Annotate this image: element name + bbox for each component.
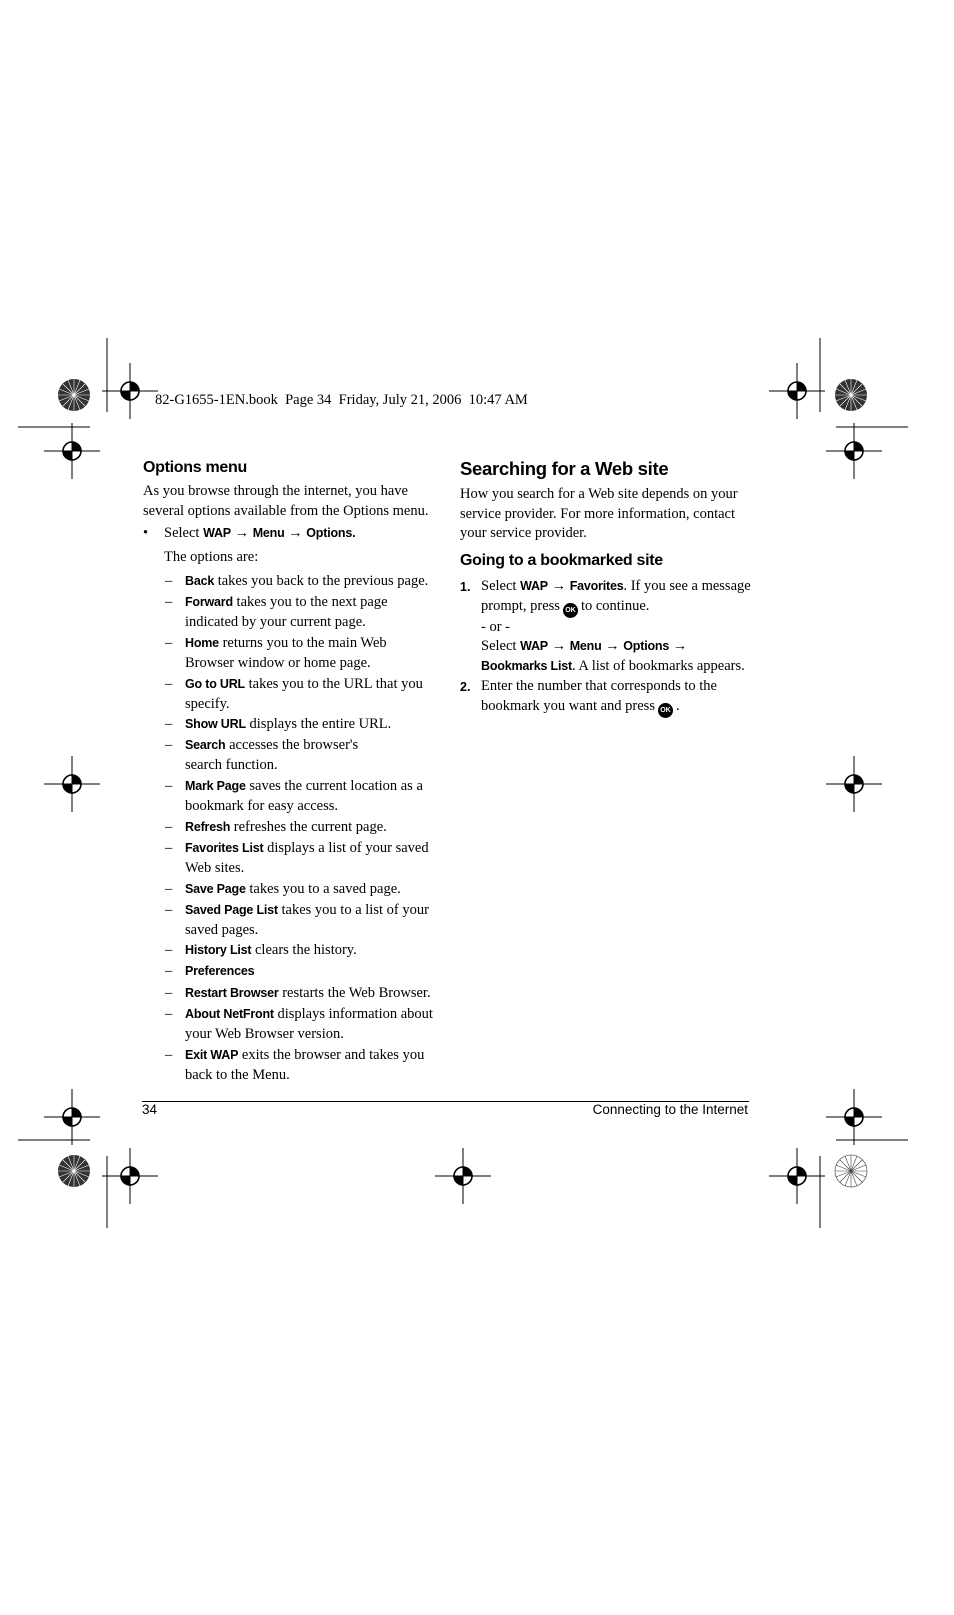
footer-section-title: Connecting to the Internet xyxy=(592,1102,748,1117)
page-number: 34 xyxy=(142,1102,158,1117)
searching-intro: How you search for a Web site depends on your service provider. For more information, contact your service provider. xyxy=(460,486,738,541)
ok-key-icon: OK xyxy=(563,603,578,618)
options-menu-heading: Options menu xyxy=(143,459,247,476)
options-menu-intro: As you browse through the internet, you have several options available from the Options menu. xyxy=(143,483,429,519)
step-2-number: 2. xyxy=(460,680,471,694)
step-1-number: 1. xyxy=(460,580,471,594)
ok-key-icon: OK xyxy=(658,703,673,718)
print-header: 82-G1655-1EN.book Page 34 Friday, July 21, 2006 10:47 AM xyxy=(155,392,528,408)
bookmarked-site-subheading: Going to a bookmarked site xyxy=(460,552,663,569)
options-are-label: The options are: xyxy=(164,549,259,565)
searching-heading: Searching for a Web site xyxy=(460,458,669,479)
